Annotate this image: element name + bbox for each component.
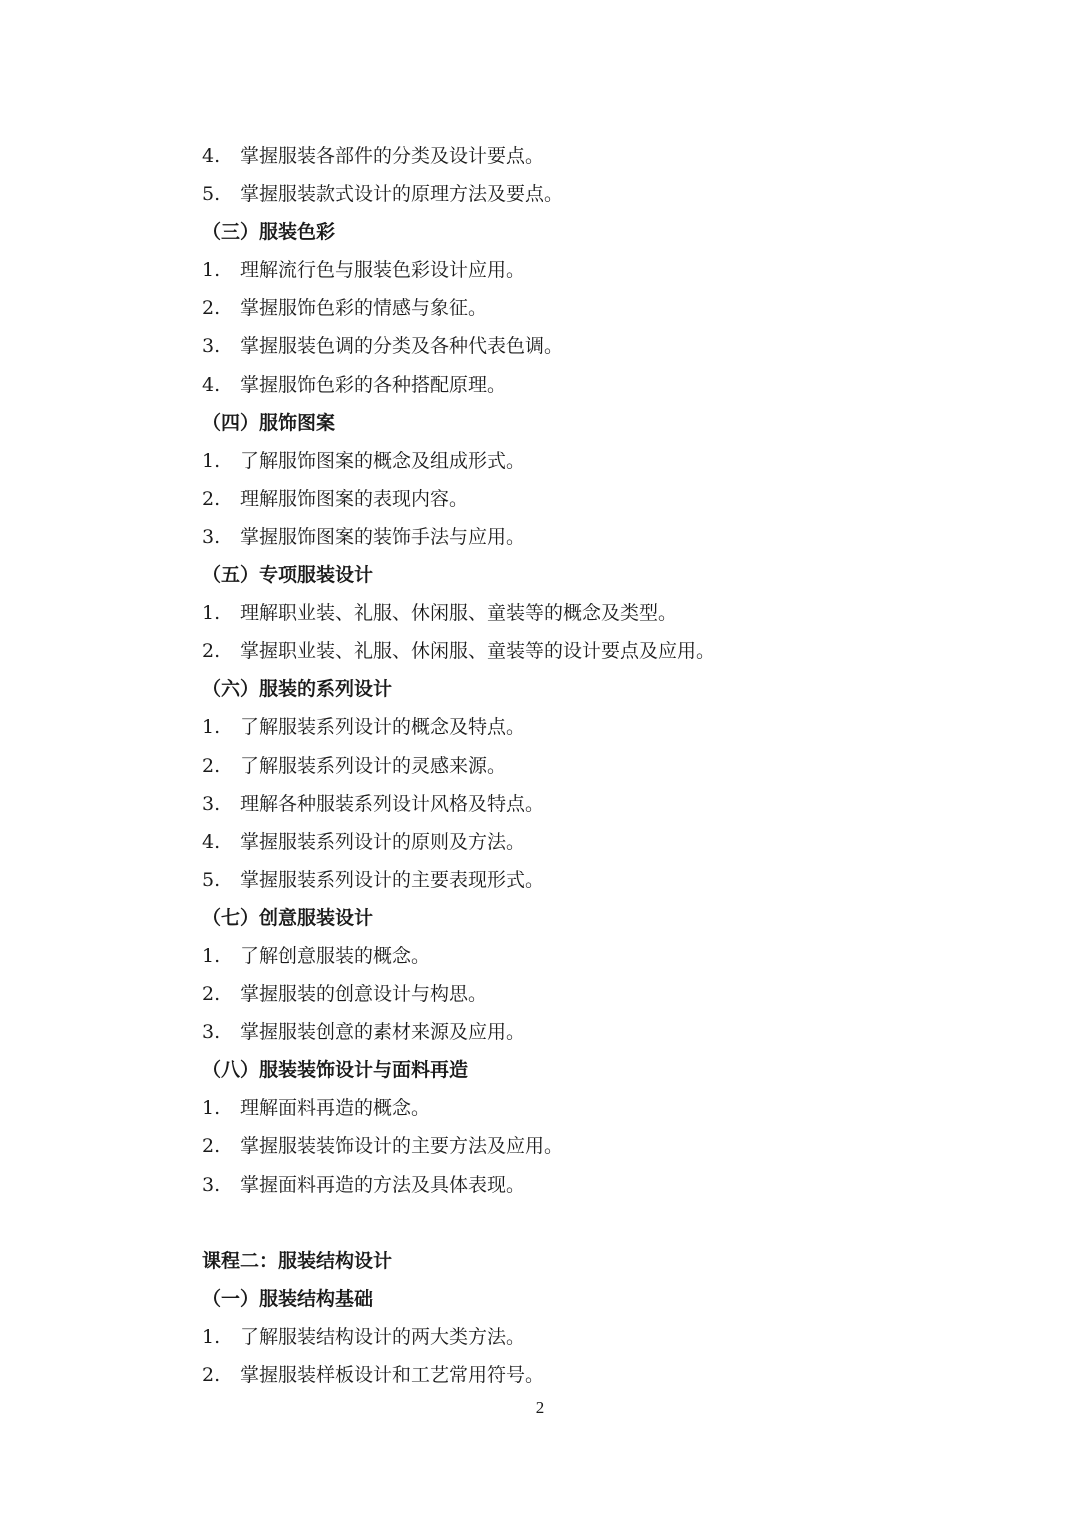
list-item [202, 442, 922, 480]
list-item-text: 掌握服装创意的素材来源及应用。 [240, 1021, 526, 1044]
list-item [202, 708, 922, 746]
list-item [202, 861, 922, 899]
list-item-text: 掌握服装系列设计的主要表现形式。 [240, 868, 545, 891]
list-item-text: 了解服装系列设计的概念及特点。 [240, 716, 526, 739]
list-item-number: 2. [202, 487, 221, 510]
list-item-number: 2. [202, 640, 221, 663]
list-item [202, 975, 922, 1013]
list-item-number: 1. [202, 602, 221, 625]
list-item-number: 1. [202, 716, 221, 739]
section-heading: （七）创意服装设计 [202, 906, 374, 929]
list-item [202, 327, 922, 365]
list-item-text: 理解流行色与服装色彩设计应用。 [240, 259, 526, 282]
section-heading: （三）服装色彩 [202, 221, 336, 244]
list-item-number: 2. [202, 1364, 221, 1386]
list-item [202, 1089, 922, 1127]
section-heading: （八）服装装饰设计与面料再造 [202, 1059, 469, 1082]
list-item-text: 掌握服装款式设计的原理方法及要点。 [240, 183, 564, 206]
list-item-number: 5. [202, 183, 221, 206]
list-item-number: 3. [202, 1021, 221, 1044]
list-item-number: 3. [202, 525, 221, 548]
list-item-number: 5. [202, 868, 221, 891]
list-item-text: 掌握服饰图案的装饰手法与应用。 [240, 525, 526, 548]
section-heading: 课程二：服装结构设计 [202, 1249, 393, 1272]
list-item [202, 937, 922, 975]
list-item [202, 1318, 922, 1356]
list-item [202, 137, 922, 175]
section-heading: （六）服装的系列设计 [202, 678, 393, 701]
list-item-number: 1. [202, 1097, 221, 1120]
list-item-text: 掌握服饰色彩的各种搭配原理。 [240, 373, 507, 396]
list-item-text: 掌握服装样板设计和工艺常用符号。 [240, 1364, 545, 1386]
list-item [202, 480, 922, 518]
list-item-number: 3. [202, 1173, 221, 1196]
list-item-text: 了解服装系列设计的灵感来源。 [240, 754, 507, 777]
list-item-text: 理解职业装、礼服、休闲服、童装等的概念及类型。 [240, 602, 678, 625]
list-item-number: 1. [202, 449, 221, 472]
list-item-text: 掌握服饰色彩的情感与象征。 [240, 297, 488, 320]
list-item-text: 了解服饰图案的概念及组成形式。 [240, 449, 526, 472]
list-item [202, 1013, 922, 1051]
list-item-text: 掌握服装色调的分类及各种代表色调。 [240, 335, 564, 358]
list-item-number: 4. [202, 145, 221, 167]
list-item-text: 掌握服装系列设计的原则及方法。 [240, 830, 526, 853]
list-item-number: 1. [202, 944, 221, 967]
list-item [202, 823, 922, 861]
list-item-number: 3. [202, 335, 221, 358]
list-item [202, 518, 922, 556]
list-item-text: 了解服装结构设计的两大类方法。 [240, 1325, 526, 1348]
list-item [202, 1166, 922, 1204]
document-body [202, 137, 922, 1394]
list-item [202, 1127, 922, 1165]
list-item-text: 掌握服装的创意设计与构思。 [240, 983, 488, 1006]
list-item [202, 251, 922, 289]
section-heading: （一）服装结构基础 [202, 1287, 374, 1310]
list-item-number: 2. [202, 1135, 221, 1158]
list-item-text: 理解面料再造的概念。 [240, 1097, 431, 1120]
list-item [202, 175, 922, 213]
section-heading: （五）专项服装设计 [202, 564, 374, 587]
list-item-number: 2. [202, 754, 221, 777]
list-item [202, 632, 922, 670]
section-heading: （四）服饰图案 [202, 411, 336, 434]
list-item-number: 3. [202, 792, 221, 815]
list-item-number: 1. [202, 259, 221, 282]
page-number: 2 [535, 1398, 545, 1417]
list-item-number: 2. [202, 297, 221, 320]
list-item-text: 掌握服装装饰设计的主要方法及应用。 [240, 1135, 564, 1158]
list-item [202, 1356, 922, 1394]
list-item [202, 366, 922, 404]
blank-line [202, 1204, 922, 1242]
list-item-text: 掌握服装各部件的分类及设计要点。 [240, 145, 545, 167]
list-item-number: 1. [202, 1325, 221, 1348]
list-item-number: 4. [202, 373, 221, 396]
list-item-text: 理解服饰图案的表现内容。 [240, 487, 469, 510]
list-item-number: 4. [202, 830, 221, 853]
list-item [202, 785, 922, 823]
list-item-text: 掌握面料再造的方法及具体表现。 [240, 1173, 526, 1196]
list-item [202, 594, 922, 632]
list-item-number: 2. [202, 983, 221, 1006]
list-item-text: 理解各种服装系列设计风格及特点。 [240, 792, 545, 815]
list-item [202, 747, 922, 785]
list-item-text: 掌握职业装、礼服、休闲服、童装等的设计要点及应用。 [240, 640, 716, 663]
list-item [202, 289, 922, 327]
list-item-text: 了解创意服装的概念。 [240, 944, 431, 967]
